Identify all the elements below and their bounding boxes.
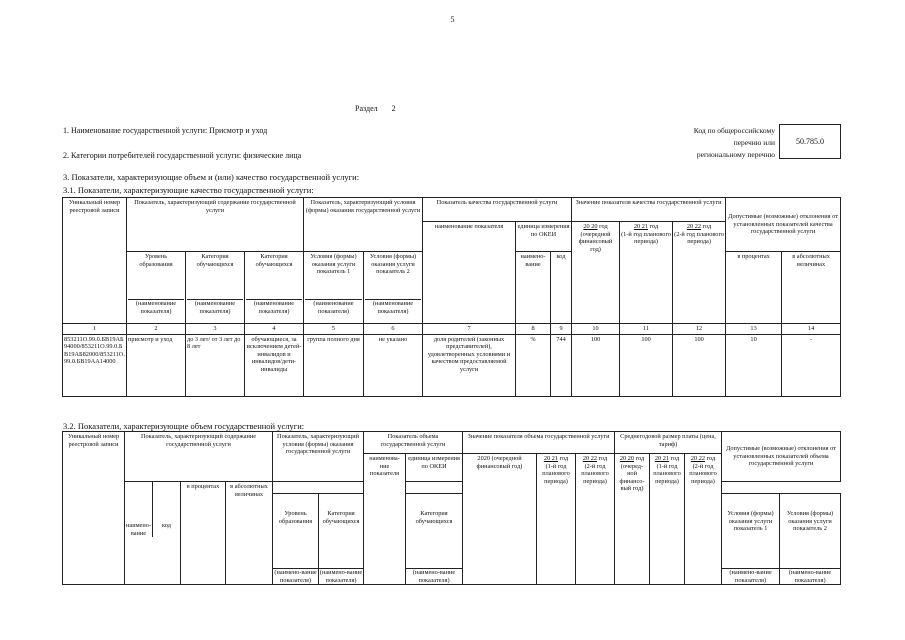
t1-cell-indicator-name: доля родителей (законных представителей), удовлетворенных условиями и качеством предоставляемой услуги <box>423 334 516 396</box>
t1-year2-c: (1-й год планового периода) <box>621 230 672 246</box>
t2-col-category2 <box>406 494 463 585</box>
t2-fee2-a: 20 21 <box>654 455 669 462</box>
t1-cell-value3: 100 <box>673 334 726 396</box>
t1-year1-a: 20 20 <box>583 223 598 230</box>
t2-year3-b: год <box>598 455 608 462</box>
t1-year1-b: год <box>599 223 608 230</box>
t1-col-level-sub: (наименование показателя) <box>128 299 184 315</box>
registry-code-box: 50.785.0 <box>779 124 841 159</box>
t2-col-level <box>273 494 319 585</box>
t1-col-condition2-sub: (наименование показателя) <box>365 299 421 315</box>
page-number: 5 <box>450 15 455 24</box>
t1-cell-absolute: - <box>782 334 841 396</box>
t2-fee2-b: год <box>670 455 680 462</box>
registry-code-label-line2: перечню или <box>733 138 775 147</box>
registry-code-label-line3: региональному перечню <box>696 150 775 159</box>
t1-col-category1-sub: (наименование показателя) <box>187 299 243 315</box>
t1-header-values: Значение показателя качества государственной услуги <box>572 198 726 222</box>
t1-num-5: 5 <box>304 324 364 335</box>
service-name: 1. Наименование государственной услуги: Присмотр и уход <box>63 126 268 135</box>
t2-col-condition1-sub: (наимено-вание показателя) <box>722 568 779 584</box>
t2-fee1-c: (очеред-ной финансо-вый год) <box>619 462 645 493</box>
t2-col-level-text: Уровень образования <box>278 510 313 525</box>
quality-indicators-table <box>62 197 841 397</box>
t2-header-content: Показатель, характеризующий содержание государственной услуги <box>125 432 273 482</box>
t2-header-indicator-name: наименова-ние показателя <box>364 454 406 585</box>
t2-year2-c: (1-й год планового периода) <box>542 462 570 485</box>
quality-heading: 3.1. Показатели, характеризующие качество государственной услуги: <box>63 185 314 195</box>
consumer-categories: 2. Категории потребителей государственной услуги: физические лица <box>63 151 302 160</box>
t1-col-category2-sub: (наименование показателя) <box>246 299 302 315</box>
t1-col-level <box>127 252 186 324</box>
t2-header-volume: Показатель объема государственной услуги <box>364 432 463 454</box>
t1-num-7: 7 <box>423 324 516 335</box>
t1-header-content: Показатель, характеризующий содержание государственной услуги <box>127 198 304 252</box>
t2-col-unit-code: код <box>162 522 171 529</box>
t1-cell-percent: 10 <box>726 334 782 396</box>
t1-header-allowed-deviations: Допустимые (возможные) отклонения от установленных показателей качества государственной услуги <box>726 198 841 252</box>
t2-header-year2 <box>537 454 576 585</box>
t1-year1-c: (очередной финансовый год) <box>578 230 613 253</box>
volume-indicators-table <box>62 431 841 585</box>
t2-year3-c: (2-й год планового периода) <box>581 462 609 485</box>
t2-fee2-c: (1-й год планового периода) <box>653 462 681 485</box>
t1-cell-registry: 853211О.99.0.БВ19АБ94000/853211О.99.0.БВ19АБ82000/853211О.99.0.БВ19АА14000 <box>63 334 127 396</box>
t2-header-conditions: Показатель, характеризующий условия (формы) оказания государственной услуги <box>273 432 364 482</box>
t2-col-unit-cells <box>125 482 181 585</box>
t2-header-year3 <box>576 454 615 585</box>
t1-year3-c: (2-й год планового периода) <box>674 230 725 246</box>
t2-fee1-b: год <box>635 455 645 462</box>
t1-num-13: 13 <box>726 324 782 335</box>
t1-col-unit-name: наимено-вание <box>516 252 551 324</box>
t2-col-category2-text: Категория обучающихся <box>415 510 453 525</box>
t1-col-condition2 <box>364 252 423 324</box>
t2-header-values: Значение показателя объема государственной услуги <box>463 432 615 454</box>
t1-cell-condition1: группа полного дня <box>304 334 364 396</box>
t1-col-category1 <box>186 252 245 324</box>
t1-cell-category2: обучающиеся, за исключением детей-инвалидов и инвалидов/дети-инвалиды <box>245 334 304 396</box>
t2-header-unit: единица измерения по ОКЕИ <box>406 454 463 482</box>
t1-num-3: 3 <box>186 324 245 335</box>
t2-col-condition2-text: Условия (формы) оказания услуги показатель 2 <box>786 510 834 533</box>
t2-header-registry-number: Уникальный номер реестровой записи <box>63 432 125 585</box>
t2-col-condition1-text: Условия (формы) оказания услуги показатель 1 <box>727 510 774 533</box>
t2-col-category2-sub: (наимено-вание показателя) <box>406 568 462 584</box>
section-label: Раздел <box>355 104 378 113</box>
t2-col-category1 <box>319 494 364 585</box>
t1-header-indicator-name: наименование показателя <box>423 222 516 324</box>
t1-num-11: 11 <box>620 324 673 335</box>
table-row <box>63 334 841 396</box>
indicators-heading: 3. Показатели, характеризующие объем и (или) качество государственной услуги: <box>63 172 360 182</box>
t2-col-percent: в процентах <box>181 482 226 585</box>
t1-cell-level: присмотр и уход <box>127 334 186 396</box>
t1-header-year2 <box>620 222 673 324</box>
t1-cell-value1: 100 <box>572 334 620 396</box>
t1-cell-value2: 100 <box>620 334 673 396</box>
t2-col-category1-sub: (наимено-вание показателя) <box>319 569 363 584</box>
t2-fee3-b: год <box>706 455 716 462</box>
t1-col-category2 <box>245 252 304 324</box>
section-heading <box>355 104 396 113</box>
t2-fee1-a: 20 20 <box>619 455 634 462</box>
t2-year2-a: 20 21 <box>543 455 558 462</box>
t1-num-12: 12 <box>673 324 726 335</box>
t2-header-allowed-deviations: Допустимые (возможные) отклонения от установленных показателей объема государственной услуги <box>722 432 841 482</box>
t2-col-condition1 <box>722 494 780 585</box>
t1-num-10: 10 <box>572 324 620 335</box>
t1-header-registry-number: Уникальный номер реестровой записи <box>63 198 127 324</box>
t1-header-year1 <box>572 222 620 324</box>
t1-header-unit: единица измерения по ОКЕИ <box>516 222 572 252</box>
t2-header-fee: Среднегодовой размер платы (цена, тариф) <box>615 432 722 454</box>
t1-cell-unit-code: 744 <box>551 334 572 396</box>
t1-col-level-text: Уровень образования <box>139 253 173 268</box>
t1-header-year3 <box>673 222 726 324</box>
t1-year3-b: год <box>702 223 712 230</box>
volume-heading: 3.2. Показатели, характеризующие объем государственной услуги: <box>63 421 305 431</box>
t1-col-condition1 <box>304 252 364 324</box>
t1-header-quality: Показатель качества государственной услуги <box>423 198 572 222</box>
t1-year2-b: год <box>649 223 659 230</box>
t2-col-category1-text: Категория обучающихся <box>322 510 360 525</box>
section-number: 2 <box>391 104 396 113</box>
t1-cell-condition2: не указано <box>364 334 423 396</box>
registry-code-label-line1: Код по общероссийскому <box>693 126 775 135</box>
t2-year3-a: 20 22 <box>582 455 597 462</box>
t1-col-condition1-sub: (наименование показателя) <box>305 299 362 315</box>
t2-col-condition2-sub: (наимено-вание показателя) <box>780 568 840 584</box>
t1-num-1: 1 <box>63 324 127 335</box>
t1-col-category1-text: Категория обучающихся <box>196 253 234 268</box>
t1-col-condition1-text: Условия (формы) оказания услуги показатель 1 <box>310 253 357 276</box>
t2-col-unit-name: наимено-вание <box>125 482 153 537</box>
t2-col-level-sub: (наимено-вание показателя) <box>274 569 317 584</box>
t1-header-conditions: Показатель, характеризующий условия (формы) оказания государственной услуги <box>304 198 423 252</box>
t2-col-condition2 <box>780 494 841 585</box>
t1-num-6: 6 <box>364 324 423 335</box>
t1-year2-a: 20 21 <box>633 223 649 230</box>
t1-num-4: 4 <box>245 324 304 335</box>
t2-header-fee-year1 <box>615 454 650 585</box>
t2-header-fee-year2 <box>650 454 685 585</box>
t2-fee3-a: 20 22 <box>690 455 705 462</box>
t1-num-9: 9 <box>551 324 572 335</box>
t2-year2-b: год <box>559 455 569 462</box>
t1-num-8: 8 <box>516 324 551 335</box>
t1-col-percent: в процентах <box>726 252 782 324</box>
t2-fee3-c: (2-й год планового периода) <box>689 462 717 485</box>
t1-col-unit-code: код <box>551 252 572 324</box>
t1-col-condition2-text: Условия (формы) оказания услуги показатель 2 <box>369 253 417 276</box>
t1-year3-a: 20 22 <box>686 223 702 230</box>
t1-cell-category1: до 3 лет/ от 3 лет до 8 лет <box>186 334 245 396</box>
t2-header-fee-year3 <box>685 454 722 585</box>
t2-header-year1: 2020 (очередной финансовый год) <box>463 454 537 585</box>
t1-num-14: 14 <box>782 324 841 335</box>
t1-number-row <box>63 324 841 335</box>
registry-code-label <box>665 125 775 161</box>
t1-num-2: 2 <box>127 324 186 335</box>
t1-col-absolute: в абсолютных величинах <box>782 252 841 324</box>
t2-col-absolute: в абсолютных величинах <box>226 482 273 585</box>
t1-cell-unit-name: % <box>516 334 551 396</box>
t1-col-category2-text: Категория обучающихся <box>255 253 293 268</box>
